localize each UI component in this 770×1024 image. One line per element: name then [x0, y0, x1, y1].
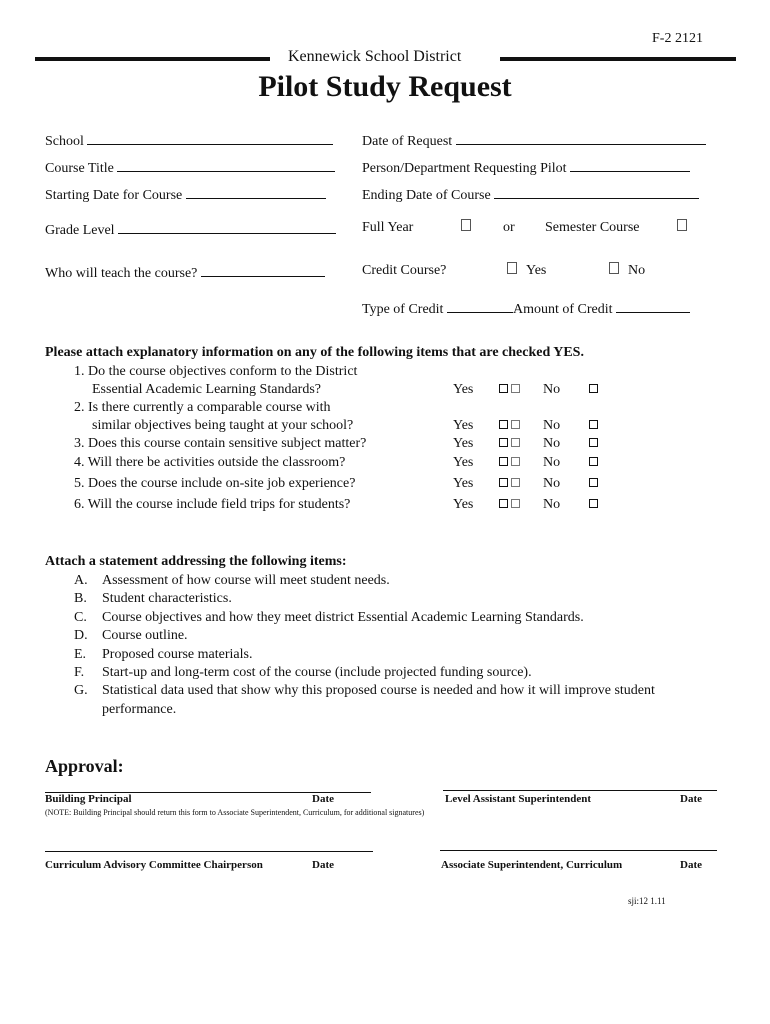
answer-1-no-label: No — [543, 382, 561, 397]
course-title-line[interactable] — [117, 158, 335, 172]
curriculum-chair-signature-line[interactable] — [45, 851, 373, 852]
statement-heading: Attach a statement addressing the following items: — [45, 554, 347, 569]
page-title: Pilot Study Request — [258, 70, 512, 103]
approval-note: (NOTE: Building Principal should return this form to Associate Superintendent, Curriculum, for additional signatures) — [45, 808, 425, 817]
ending-date-field[interactable] — [362, 185, 699, 204]
assoc-supt-signature-line[interactable] — [440, 850, 717, 851]
amount-of-credit-label: Amount of Credit — [512, 302, 613, 317]
semester-course-checkbox[interactable] — [677, 219, 687, 231]
statement-item-d: Course outline. — [102, 628, 188, 643]
requesting-pilot-field[interactable] — [362, 158, 690, 177]
type-of-credit-line[interactable] — [447, 299, 513, 313]
answer-1-yes-label: Yes — [453, 382, 474, 397]
header-rule-left — [35, 57, 270, 61]
answer-3-no-checkbox[interactable] — [589, 438, 598, 447]
level-asst-supt-label: Level Assistant Superintendent — [445, 793, 592, 805]
course-title-field[interactable] — [45, 158, 335, 177]
answer-4-yes-label: Yes — [453, 455, 474, 470]
grade-level-label: Grade Level — [45, 223, 115, 238]
grade-level-field[interactable] — [45, 220, 336, 239]
answer-2-yes-label: Yes — [453, 418, 474, 433]
answer-2-no-checkbox[interactable] — [589, 420, 598, 429]
who-teach-line[interactable] — [201, 263, 325, 277]
starting-date-field[interactable] — [45, 185, 326, 204]
requesting-pilot-label: Person/Department Requesting Pilot — [362, 161, 567, 176]
assoc-supt-label: Associate Superintendent, Curriculum — [441, 859, 623, 871]
statement-letter-c: C. — [74, 610, 87, 625]
curriculum-chair-date-label: Date — [312, 859, 334, 871]
starting-date-label: Starting Date for Course — [45, 188, 183, 203]
statement-letter-e: E. — [74, 647, 87, 662]
answer-6-no-label: No — [543, 497, 561, 512]
form-number: F-2 2121 — [652, 31, 703, 46]
answer-1-no-checkbox[interactable] — [589, 384, 598, 393]
answer-5-yes-label: Yes — [453, 476, 474, 491]
credit-yes-checkbox[interactable] — [507, 262, 517, 274]
requesting-pilot-line[interactable] — [570, 158, 690, 172]
question-5: 5. Does the course include on-site job experience? — [74, 476, 356, 491]
question-1-line2: Essential Academic Learning Standards? — [92, 382, 321, 397]
school-field[interactable] — [45, 131, 333, 150]
statement-letter-g: G. — [74, 683, 88, 698]
statement-item-f: Start-up and long-term cost of the course (include projected funding source). — [102, 665, 532, 680]
footer-code: sji:12 1.11 — [628, 896, 666, 906]
statement-letter-f: F. — [74, 665, 85, 680]
answer-2-yes-checkbox-alt[interactable] — [511, 420, 520, 429]
credit-course-label: Credit Course? — [362, 263, 447, 278]
answer-4-yes-checkbox-alt[interactable] — [511, 457, 520, 466]
answer-6-no-checkbox[interactable] — [589, 499, 598, 508]
starting-date-line[interactable] — [186, 185, 326, 199]
course-title-label: Course Title — [45, 161, 114, 176]
credit-type-field[interactable] — [362, 299, 690, 318]
school-label: School — [45, 134, 84, 149]
ending-date-label: Ending Date of Course — [362, 188, 491, 203]
answer-5-yes-checkbox[interactable] — [499, 478, 508, 487]
credit-yes-label: Yes — [526, 263, 547, 278]
curriculum-chair-label: Curriculum Advisory Committee Chairperson — [45, 859, 263, 871]
level-asst-supt-signature-line[interactable] — [443, 790, 717, 791]
answer-5-yes-checkbox-alt[interactable] — [511, 478, 520, 487]
answer-2-yes-checkbox[interactable] — [499, 420, 508, 429]
answer-4-no-checkbox[interactable] — [589, 457, 598, 466]
statement-letter-d: D. — [74, 628, 88, 643]
answer-3-no-label: No — [543, 436, 561, 451]
statement-letter-b: B. — [74, 591, 87, 606]
building-principal-label: Building Principal — [45, 793, 132, 805]
answer-4-yes-checkbox[interactable] — [499, 457, 508, 466]
date-of-request-line[interactable] — [456, 131, 706, 145]
approval-heading: Approval: — [45, 756, 124, 776]
answer-1-yes-checkbox-alt[interactable] — [511, 384, 520, 393]
semester-course-label: Semester Course — [545, 220, 640, 235]
statement-item-a: Assessment of how course will meet student needs. — [102, 573, 390, 588]
answer-2-no-label: No — [543, 418, 561, 433]
full-year-label: Full Year — [362, 220, 414, 235]
question-2-line2: similar objectives being taught at your school? — [92, 418, 354, 433]
grade-level-line[interactable] — [118, 220, 336, 234]
statement-item-c: Course objectives and how they meet district Essential Academic Learning Standards. — [102, 610, 584, 625]
question-6: 6. Will the course include field trips for students? — [74, 497, 351, 512]
question-3: 3. Does this course contain sensitive subject matter? — [74, 436, 367, 451]
answer-3-yes-checkbox[interactable] — [499, 438, 508, 447]
answer-5-no-checkbox[interactable] — [589, 478, 598, 487]
answer-6-yes-checkbox-alt[interactable] — [511, 499, 520, 508]
checklist-heading: Please attach explanatory information on any of the following items that are checked YES. — [45, 345, 584, 360]
level-asst-supt-date-label: Date — [680, 793, 702, 805]
answer-6-yes-checkbox[interactable] — [499, 499, 508, 508]
credit-no-label: No — [628, 263, 646, 278]
date-of-request-label: Date of Request — [362, 134, 453, 149]
header-rule-right — [500, 57, 736, 61]
credit-no-checkbox[interactable] — [609, 262, 619, 274]
type-of-credit-label: Type of Credit — [362, 302, 444, 317]
statement-item-g: Statistical data used that show why this proposed course is needed and how it will improve student — [102, 683, 655, 698]
question-4: 4. Will there be activities outside the classroom? — [74, 455, 346, 470]
statement-item-e: Proposed course materials. — [102, 647, 253, 662]
question-2-line1: 2. Is there currently a comparable course with — [74, 400, 331, 415]
district-name: Kennewick School District — [288, 48, 462, 65]
answer-5-no-label: No — [543, 476, 561, 491]
assoc-supt-date-label: Date — [680, 859, 702, 871]
answer-3-yes-checkbox-alt[interactable] — [511, 438, 520, 447]
answer-6-yes-label: Yes — [453, 497, 474, 512]
building-principal-date-label: Date — [312, 793, 334, 805]
statement-item-g-continued: performance. — [102, 702, 177, 717]
answer-3-yes-label: Yes — [453, 436, 474, 451]
amount-of-credit-line[interactable] — [616, 299, 690, 313]
who-teach-label: Who will teach the course? — [45, 266, 198, 281]
question-1-line1: 1. Do the course objectives conform to the District — [74, 364, 358, 379]
full-year-checkbox[interactable] — [461, 219, 471, 231]
or-label: or — [503, 220, 515, 235]
ending-date-line[interactable] — [494, 185, 699, 199]
date-of-request-field[interactable] — [362, 131, 706, 150]
school-line[interactable] — [87, 131, 333, 145]
answer-4-no-label: No — [543, 455, 561, 470]
statement-item-b: Student characteristics. — [102, 591, 232, 606]
who-teach-field[interactable] — [45, 263, 325, 282]
answer-1-yes-checkbox[interactable] — [499, 384, 508, 393]
statement-letter-a: A. — [74, 573, 88, 588]
